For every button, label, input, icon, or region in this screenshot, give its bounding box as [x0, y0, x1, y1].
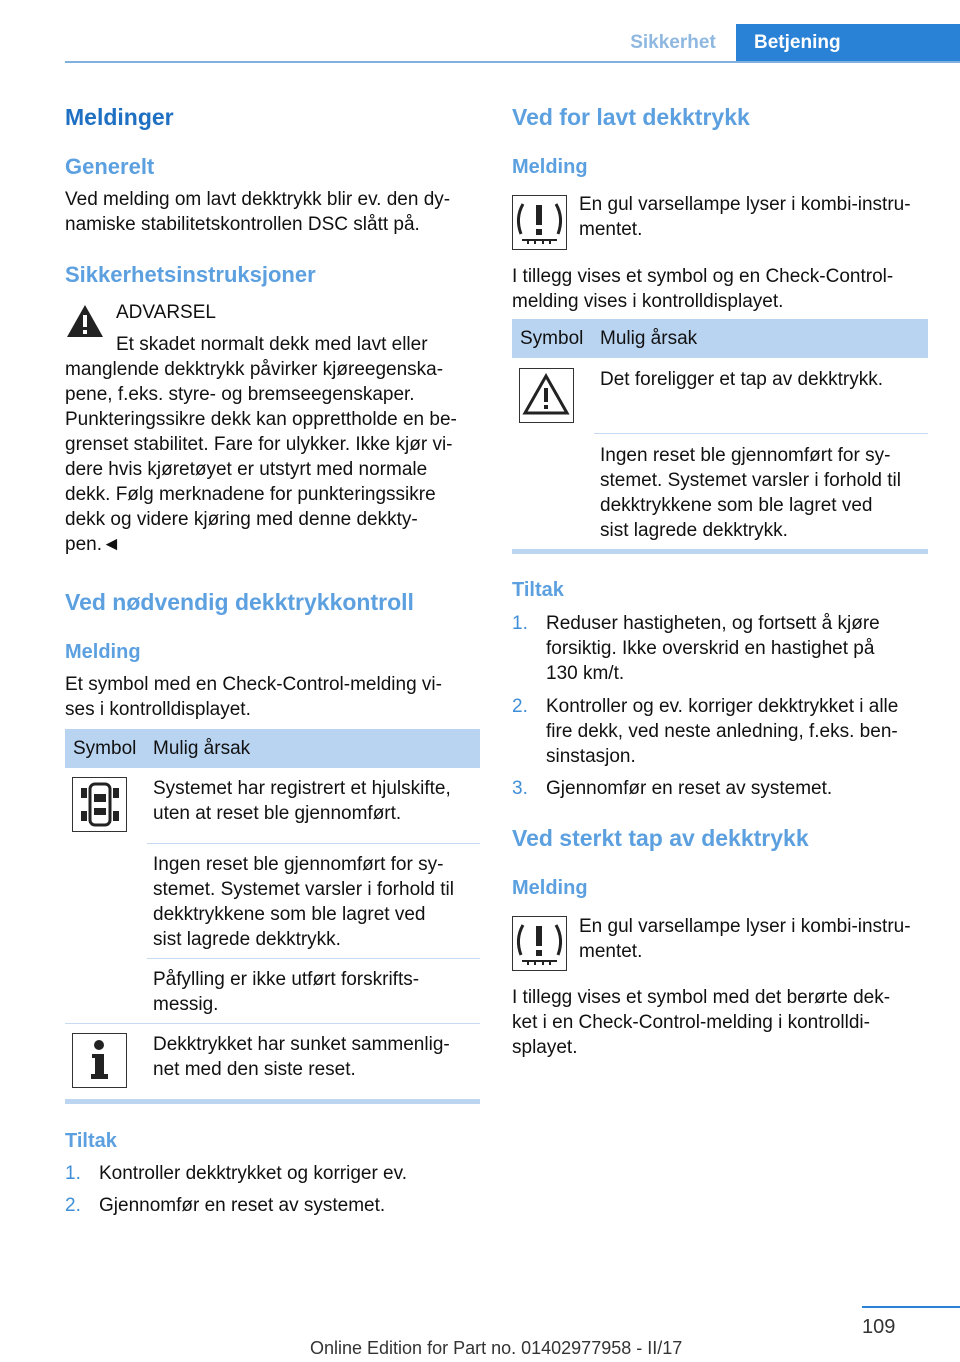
- header-rule: [65, 61, 960, 63]
- heading-melding-right-2: Melding: [512, 877, 588, 899]
- left-row-2: Påfylling er ikke utført forskrifts- messig.: [153, 969, 420, 1015]
- left-row-0: Systemet har registrert et hjulskifte, uten at reset ble gjennomført.: [153, 778, 451, 824]
- heading-tiltak-left: Tiltak: [65, 1130, 117, 1152]
- heading-melding-left: Melding: [65, 641, 141, 663]
- heading-generelt: Generelt: [65, 154, 155, 179]
- list-item: 3. Gjennomfør en reset av systemet.: [512, 778, 833, 799]
- table-end-rule: [512, 549, 928, 554]
- col-symbol: Symbol: [520, 328, 584, 349]
- tillegg-text: I tillegg vises et symbol og en Check-Control- melding vises i kontrolldisplayet.: [512, 266, 894, 312]
- heading-sterkt-tap: Ved sterkt tap av dekktrykk: [512, 825, 809, 851]
- melding-text-right: En gul varsellampe lyser i kombi-instru- mentet.: [579, 194, 911, 240]
- footer-rule: [862, 1306, 960, 1308]
- advarsel-label: ADVARSEL: [116, 302, 216, 323]
- list-item: 1. Reduser hastigheten, og fortsett å kjøre forsiktig. Ikke overskrid en hastighet på 130 km/t.: [512, 613, 880, 684]
- tillegg2-text: I tillegg vises et symbol med det berørte dek- ket i en Check-Control-melding i kontrolldi- splayet.: [512, 987, 891, 1058]
- list-item: 1. Kontroller dekktrykket og korriger ev.: [65, 1163, 407, 1184]
- generelt-text: Ved melding om lavt dekktrykk blir ev. den dy- namiske stabilitetskontrollen DSC slått på.: [65, 189, 451, 235]
- tire-pressure-warning-icon: [512, 916, 567, 971]
- list-item: 2. Kontroller og ev. korriger dekktrykket i alle fire dekk, ved neste anledning, f.eks. ben- sinstasjon.: [512, 696, 899, 767]
- right-row-0: Det foreligger et tap av dekktrykk.: [600, 369, 884, 390]
- heading-tiltak-right: Tiltak: [512, 579, 564, 601]
- left-row-3: Dekktrykket har sunket sammenlig- net med den siste reset.: [153, 1034, 450, 1080]
- row-divider: [147, 843, 480, 844]
- warning-triangle-icon: [65, 302, 105, 340]
- table-header-right: [512, 319, 928, 358]
- info-icon: [72, 1033, 127, 1088]
- row-divider: [65, 1023, 480, 1024]
- col-mulig-arsak: Mulig årsak: [153, 738, 251, 759]
- heading-sikkerhetsinstruksjoner: Sikkerhetsinstruksjoner: [65, 262, 316, 287]
- melding-text-left: Et symbol med en Check-Control-melding vi- ses i kontrolldisplayet.: [65, 674, 442, 720]
- col-symbol: Symbol: [73, 738, 137, 759]
- left-row-1: Ingen reset ble gjennomført for sy- stemet. Systemet varsler i forhold til dekktrykkene som ble lagret ved sist lagrede dekktrykk.: [153, 854, 454, 950]
- tab-sikkerhet[interactable]: Sikkerhet: [630, 32, 716, 53]
- edition-text: Online Edition for Part no. 01402977958 - II/17: [310, 1338, 683, 1358]
- table-header-left: [65, 729, 480, 768]
- heading-meldinger: Meldinger: [65, 104, 174, 130]
- advarsel-line-0: Et skadet normalt dekk med lavt eller: [116, 334, 428, 355]
- col-mulig-arsak: Mulig årsak: [600, 328, 698, 349]
- row-divider: [147, 958, 480, 959]
- heading-nodvendig: Ved nødvendig dekktrykkontroll: [65, 589, 414, 615]
- advarsel-text: manglende dekktrykk påvirker kjøreegenska- pene, f.eks. styre- og bremseegenskaper. Punkteringssikre dekk kan opprettholde en be- grenset stabilitet. Fare for ulykker. Ikke kjør vi- dere hvis kjøretøyet er utstyrt med normale dekk. Følg merknadene for punkteringssikre dekk og videre kjøring med denne dekkty- pen.◄: [65, 359, 457, 555]
- row-divider: [594, 433, 928, 434]
- page-number: 109: [862, 1316, 896, 1338]
- tire-pressure-warning-icon: [512, 195, 567, 250]
- melding2-text: En gul varsellampe lyser i kombi-instru- mentet.: [579, 916, 911, 962]
- right-row-1: Ingen reset ble gjennomført for sy- stemet. Systemet varsler i forhold til dekktrykkene som ble lagret ved sist lagrede dekktrykk.: [600, 445, 901, 541]
- wheel-change-icon: [72, 777, 127, 832]
- tab-betjening[interactable]: Betjening: [736, 24, 960, 61]
- table-end-rule: [65, 1099, 480, 1104]
- heading-lavt-dekktrykk: Ved for lavt dekktrykk: [512, 104, 750, 130]
- warning-outline-icon: [519, 368, 574, 423]
- list-item: 2. Gjennomfør en reset av systemet.: [65, 1195, 386, 1216]
- heading-melding-right: Melding: [512, 156, 588, 178]
